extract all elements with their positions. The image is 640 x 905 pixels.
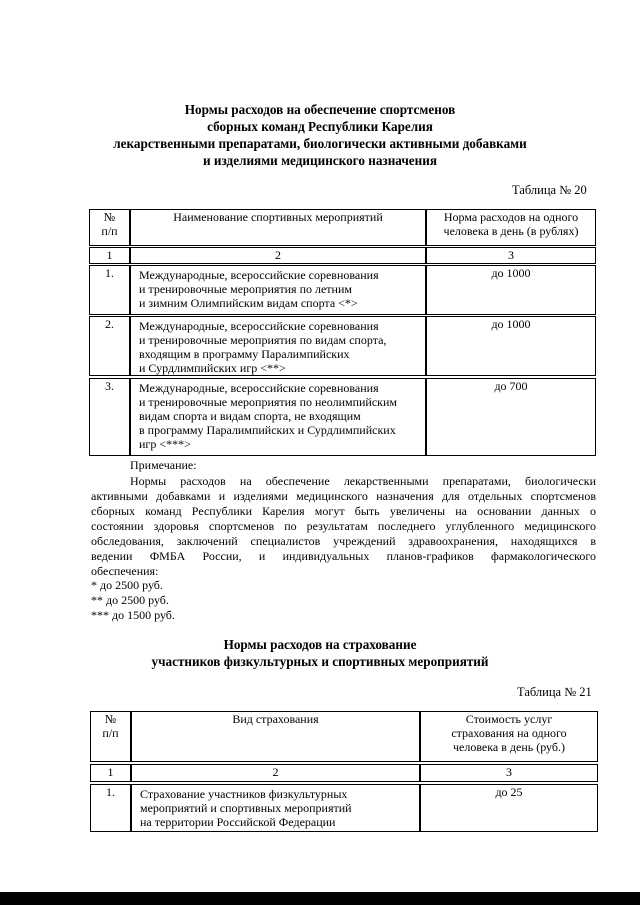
row-number: 3. [105, 379, 114, 393]
row-value: до 25 [495, 785, 523, 799]
table21-label: Таблица № 21 [517, 685, 592, 699]
note-line: активными добавками и изделиями медицинского назначения для отдельных спортсменов [91, 489, 596, 503]
note-line: обследования, заключений специалистов учреждений здравоохранения, находящихся в [91, 534, 596, 548]
note-line: сборных команд Республики Карелия могут быть увеличены на основании данных о [91, 504, 596, 518]
footnote: * до 2500 руб. [91, 578, 163, 592]
table-row-num [89, 378, 130, 456]
scan-bottom-edge [0, 892, 640, 905]
table20-label: Таблица № 20 [512, 183, 587, 197]
table-row-num [89, 316, 130, 376]
section2-title [0, 636, 640, 670]
header-num-line: № [103, 210, 116, 224]
header-num-line: п/п [101, 224, 118, 238]
row-value: до 1000 [491, 317, 531, 331]
row-text-line: Международные, всероссийские соревнования [139, 268, 379, 282]
row-text-line: и зимним Олимпийским видам спорта <*> [139, 296, 358, 310]
section2-title-line: участников физкультурных и спортивных мероприятий [151, 654, 489, 669]
row-text-line: и тренировочные мероприятия по видам спорта, [139, 333, 387, 347]
header-norm-cell [426, 209, 596, 246]
colnum-1: 1 [106, 248, 113, 262]
colnum-1: 1 [107, 765, 114, 779]
header-cost-line: Стоимость услуг [465, 712, 553, 726]
colnum-2: 2 [275, 248, 281, 262]
row-text-line: и Сурдлимпийских игр <**> [139, 361, 286, 375]
table-row-name [131, 784, 420, 832]
colnum-cell [130, 247, 426, 264]
footnote: ** до 2500 руб. [91, 593, 169, 607]
colnum-3: 3 [508, 248, 514, 262]
header-name-cell [131, 711, 420, 762]
row-text-line: Международные, всероссийские соревнования [139, 381, 379, 395]
table-row-name [130, 378, 426, 456]
header-num-line: п/п [102, 726, 119, 740]
note-paragraph [91, 474, 596, 579]
section1-title-line: сборных команд Республики Карелия [207, 119, 433, 134]
row-text-line: и тренировочные мероприятия по неолимпийским [139, 395, 398, 409]
colnum-cell [420, 764, 598, 782]
note-line: Нормы расходов на обеспечение лекарственными препаратами, биологически [130, 474, 596, 488]
header-norm-line: Норма расходов на одного [443, 210, 579, 224]
colnum-cell [131, 764, 420, 782]
note-line: состоянии здоровья спортсменов по результатам последнего углубленного медицинского [91, 519, 596, 533]
row-number: 1. [105, 266, 114, 280]
table-row-num [90, 784, 131, 832]
row-text-line: мероприятий и спортивных мероприятий [140, 801, 352, 815]
colnum-cell [89, 247, 130, 264]
header-cost-cell [420, 711, 598, 762]
row-text-line: игр <***> [139, 437, 191, 451]
row-value: до 700 [494, 379, 528, 393]
header-name-text: Наименование спортивных мероприятий [173, 210, 383, 224]
colnum-3: 3 [506, 765, 512, 779]
row-text-line: входящим в программу Паралимпийских [139, 347, 350, 361]
header-num-cell [89, 209, 130, 246]
footnote: *** до 1500 руб. [91, 608, 175, 622]
header-cost-line: страхования на одного [451, 726, 567, 740]
header-name-cell [130, 209, 426, 246]
section1-title-line: Нормы расходов на обеспечение спортсменов [184, 102, 456, 117]
row-text-line: Страхование участников физкультурных [140, 787, 348, 801]
table-row-name [130, 316, 426, 376]
row-text-line: в программу Паралимпийских и Сурдлимпийских [139, 423, 396, 437]
row-value: до 1000 [491, 266, 531, 280]
header-cost-line: человека в день (руб.) [452, 740, 566, 754]
row-number: 1. [106, 785, 115, 799]
table-row-num [89, 265, 130, 315]
header-name-text: Вид страхования [232, 712, 319, 726]
header-num-line: № [104, 712, 117, 726]
header-num-cell [90, 711, 131, 762]
table-row-value [426, 316, 596, 376]
section1-title-line: лекарственными препаратами, биологически активными добавками [113, 136, 527, 151]
header-norm-line: человека в день (в рублях) [443, 224, 579, 238]
table-row-value [426, 378, 596, 456]
section1-title [0, 101, 640, 169]
row-text-line: Международные, всероссийские соревнования [139, 319, 379, 333]
row-text-line: на территории Российской Федерации [140, 815, 336, 829]
table-row-value [420, 784, 598, 832]
colnum-cell [90, 764, 131, 782]
colnum-2: 2 [272, 765, 279, 779]
section1-title-line: и изделиями медицинского назначения [202, 153, 437, 168]
table-row-name [130, 265, 426, 315]
note-line: обеспечения: [91, 564, 159, 578]
row-text-line: и тренировочные мероприятия по летним [139, 282, 352, 296]
row-number: 2. [105, 317, 114, 331]
note-heading: Примечание: [130, 458, 197, 472]
note-line: ведении ФМБА России, и индивидуальных планов-графиков фармакологического [91, 549, 596, 563]
row-text-line: видам спорта и видам спорта, не входящим [139, 409, 361, 423]
table-row-value [426, 265, 596, 315]
section2-title-line: Нормы расходов на страхование [223, 637, 417, 652]
colnum-cell [426, 247, 596, 264]
